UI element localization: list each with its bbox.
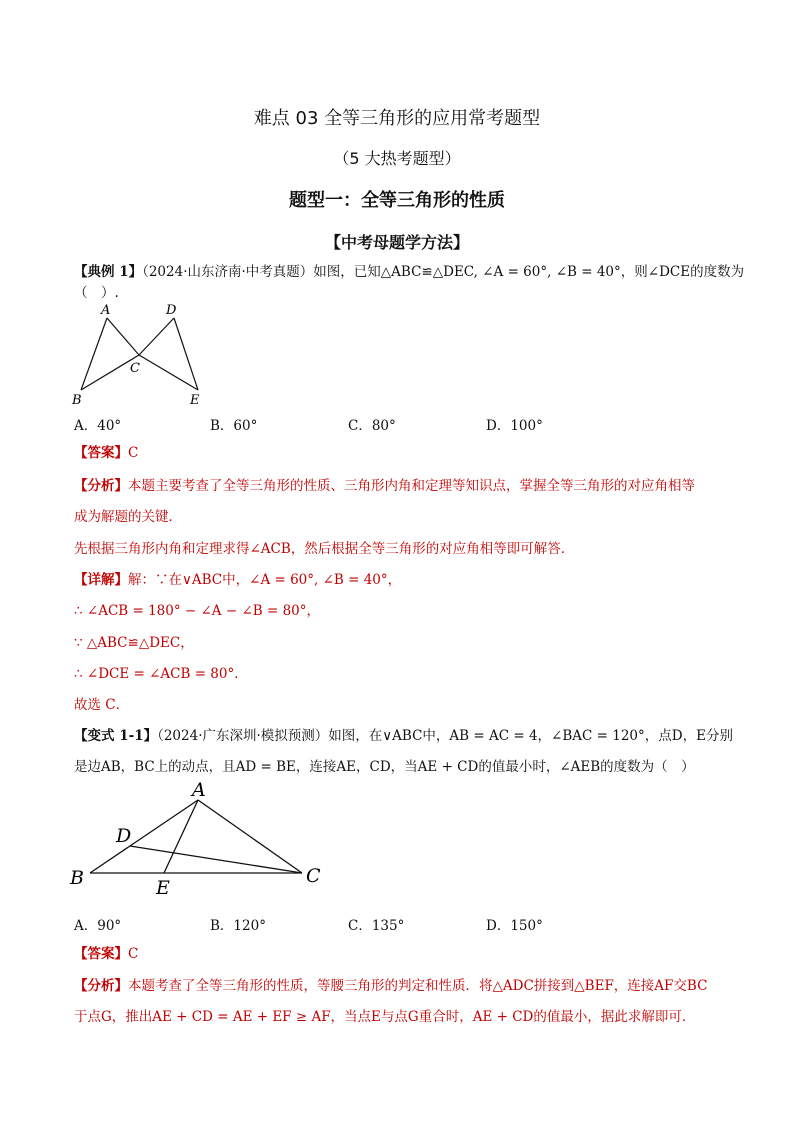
variant1-answer (74, 944, 724, 964)
variant1-text-line1: 如图，在∨ABC中，AB = AC = 4，∠BAC = 120°，点D，E分别 (328, 728, 733, 744)
segment-dc (130, 846, 302, 873)
example1-question (74, 262, 745, 282)
example1-figure (70, 300, 210, 408)
variant1-tag: 【变式 1-1】 (74, 728, 158, 744)
analysis-line1: 本题考查了全等三角形的性质，等腰三角形的判定和性质．将△ADC拼接到△BEF，连接AF交BC (128, 978, 708, 994)
label-a: A (192, 780, 206, 801)
analysis-tag: 【分析】 (74, 478, 128, 494)
example1-answer (74, 443, 724, 463)
method-heading: 【中考母题学方法】 (324, 233, 469, 252)
example1-text-line1: 如图，已知△ABC≌△DEC, ∠A = 60°, ∠B = 40°，则∠DCE的度数为 (313, 264, 745, 280)
detail-line4: ∴ ∠DCE = ∠ACB = 80°． (74, 666, 248, 682)
detail-line1: 解：∵在∨ABC中，∠A = 60°, ∠B = 40°， (128, 572, 402, 588)
option-d: D．150° (486, 918, 543, 934)
option-a: A．40° (74, 418, 122, 434)
detail-line3: ∵ △ABC≌△DEC， (74, 635, 194, 651)
label-b: B (70, 867, 84, 889)
label-e: E (156, 877, 170, 899)
segment-de (174, 318, 198, 390)
answer-value: C (128, 946, 139, 962)
label-b: B (72, 393, 82, 408)
analysis-line1: 本题主要考查了全等三角形的性质、三角形内角和定理等知识点，掌握全等三角形的对应角相等 (128, 478, 695, 494)
example1-detail (74, 570, 724, 590)
segment-dc (139, 318, 174, 355)
option-d: D．100° (486, 418, 543, 434)
detail-line2: ∴ ∠ACB = 180° − ∠A − ∠B = 80°， (74, 603, 321, 619)
option-c: C．80° (348, 418, 396, 434)
answer-tag: 【答案】 (74, 445, 128, 461)
answer-tag: 【答案】 (74, 946, 128, 962)
option-b: B．60° (210, 418, 258, 434)
page-title: 难点 03 全等三角形的应用常考题型 (253, 108, 541, 129)
label-c: C (130, 361, 140, 376)
label-d: D (166, 303, 177, 318)
variant1-question (74, 726, 733, 746)
variant1-text-line2: 是边AB，BC上的动点，且AD = BE，连接AE，CD，当AE + CD的值最小时，∠AEB的度数为（ ） (74, 759, 695, 775)
label-d: D (116, 825, 132, 847)
section-title: 题型一：全等三角形的性质 (289, 190, 505, 211)
example1-text-line2: （ ）. (74, 285, 119, 301)
segment-ce (139, 355, 198, 390)
answer-value: C (128, 445, 139, 461)
label-e: E (190, 393, 200, 408)
analysis-line2: 于点G，推出AE + CD = AE + EF ≥ AF，当点E与点G重合时，AE + CD的值最小，据此求解即可． (74, 1009, 696, 1025)
variant1-source: （2024·广东深圳·模拟预测） (157, 728, 329, 744)
option-a: A．90° (74, 918, 122, 934)
page-subtitle: （5 大热考题型） (333, 149, 461, 168)
label-a: A (101, 303, 111, 318)
analysis-line3: 先根据三角形内角和定理求得∠ACB，然后根据全等三角形的对应角相等即可解答． (74, 541, 575, 557)
segment-ac (107, 318, 139, 355)
segment-ac (198, 800, 302, 873)
option-c: C．135° (348, 918, 405, 934)
detail-line5: 故选 C． (74, 697, 130, 713)
label-c: C (306, 865, 321, 887)
example1-source: （2024·山东济南·中考真题） (142, 264, 314, 280)
analysis-line2: 成为解题的关键． (74, 509, 182, 525)
example1-tag: 【典例 1】 (74, 264, 143, 280)
segment-ab (81, 318, 107, 390)
example1-analysis (74, 476, 724, 496)
option-b: B．120° (210, 918, 266, 934)
segment-ab (90, 800, 198, 873)
analysis-tag: 【分析】 (74, 978, 128, 994)
variant1-figure (66, 780, 336, 904)
detail-tag: 【详解】 (74, 572, 128, 588)
variant1-analysis (74, 976, 724, 996)
